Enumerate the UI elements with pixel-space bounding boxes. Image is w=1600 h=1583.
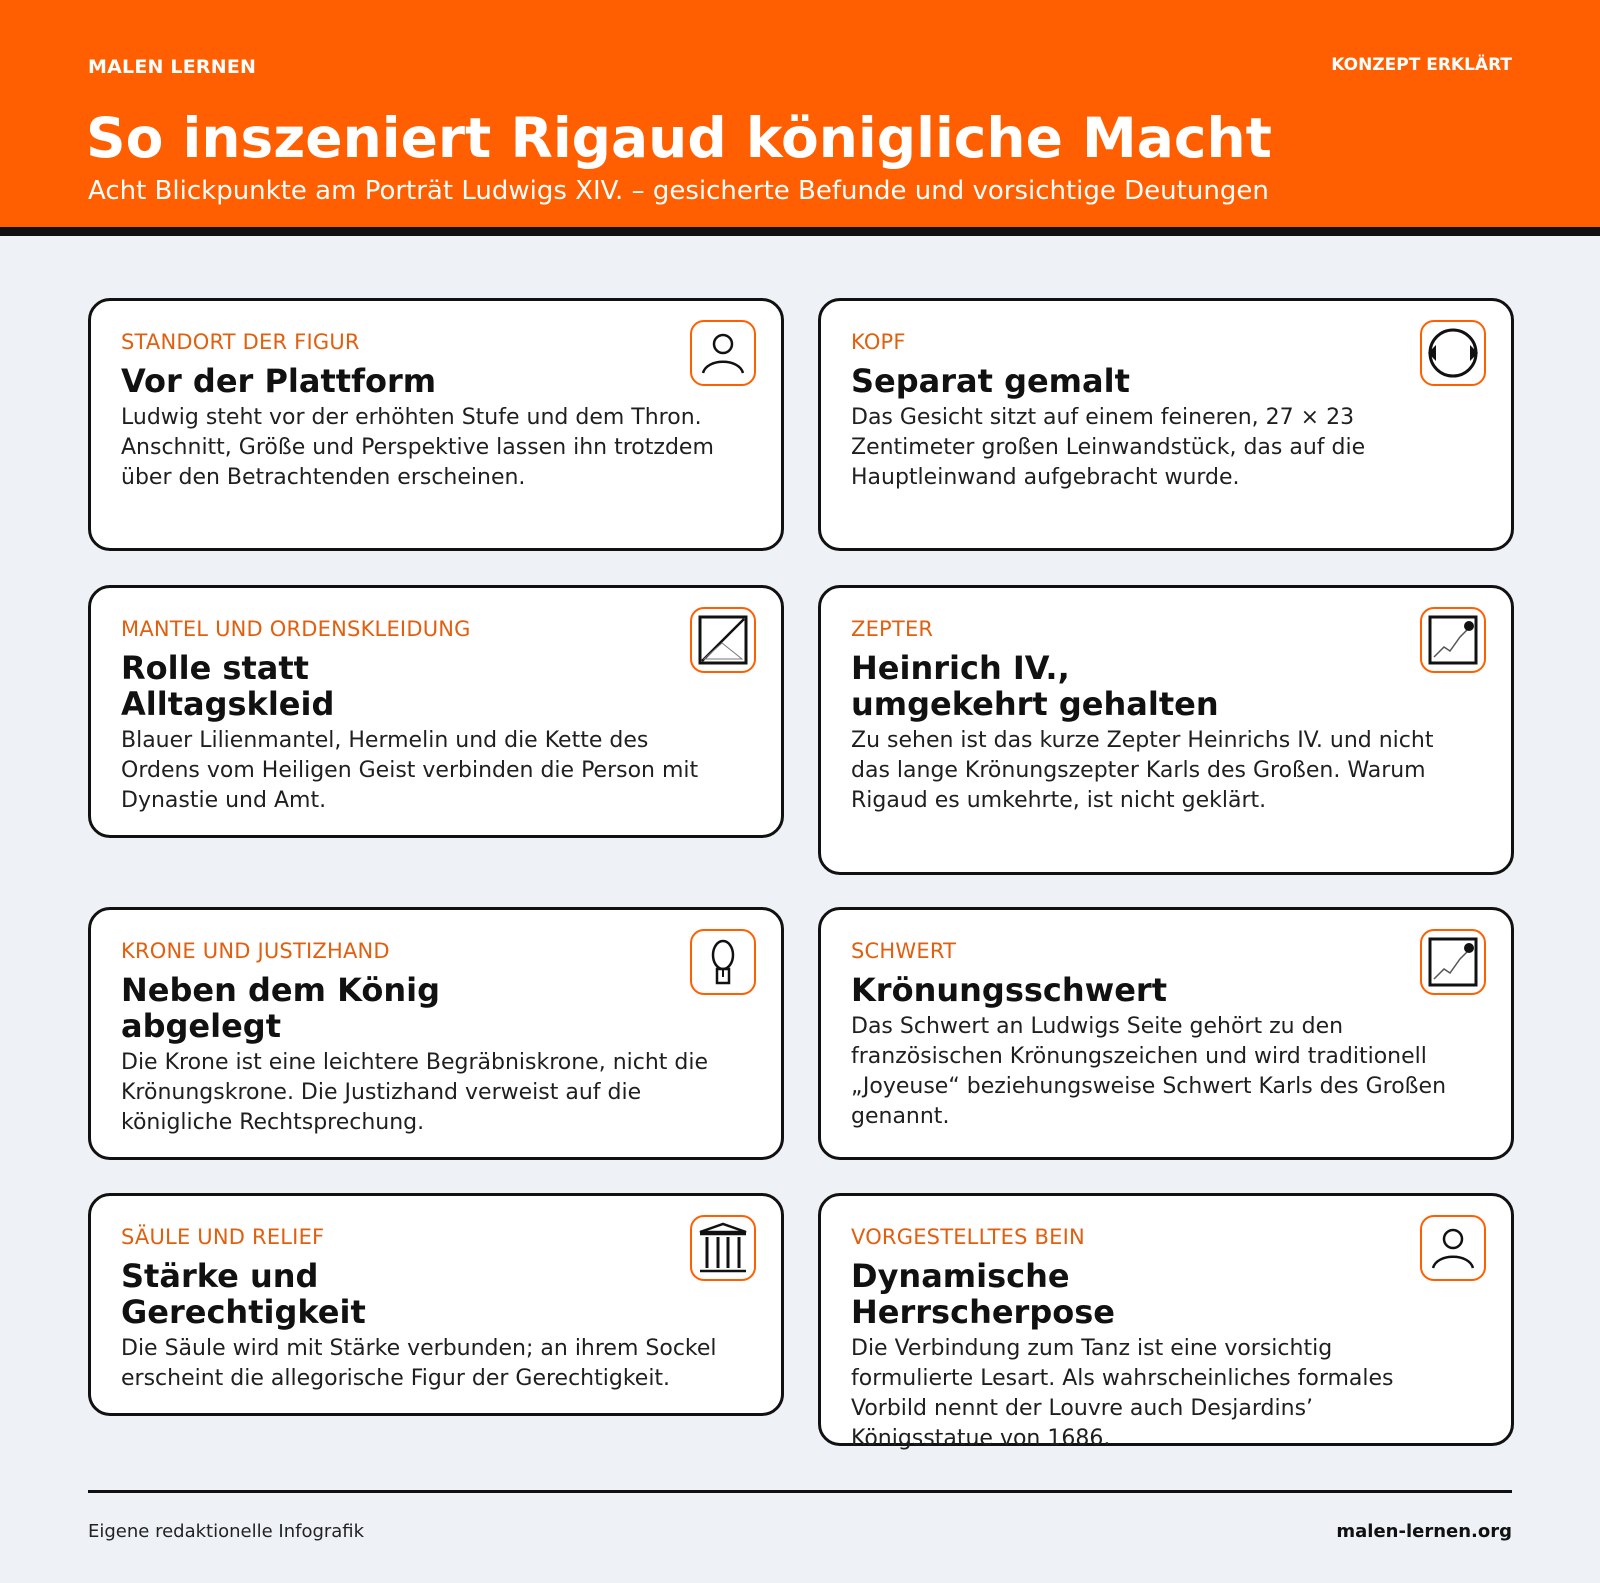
card-kicker: KRONE UND JUSTIZHAND bbox=[121, 939, 390, 963]
cycle-icon bbox=[1420, 320, 1486, 386]
header-banner bbox=[0, 0, 1600, 236]
footer-divider bbox=[88, 1490, 1512, 1493]
trend-chart-icon bbox=[1420, 607, 1486, 673]
card-text: Zu sehen ist das kurze Zepter Heinrichs IV. und nicht das lange Krönungszepter Karls des Großen. Warum Rigaud es umkehrte, ist nicht geklärt. bbox=[851, 728, 1434, 813]
card-schwert bbox=[818, 907, 1514, 1160]
card-text: Das Schwert an Ludwigs Seite gehört zu den französischen Krönungszeichen und wird traditionell „Joyeuse“ beziehungsweise Schwert Karls des Großen genannt. bbox=[851, 1014, 1447, 1129]
category-tag: KONZEPT ERKLÄRT bbox=[1331, 55, 1512, 75]
card-kicker: SCHWERT bbox=[851, 939, 957, 963]
card-text: Die Säule wird mit Stärke verbunden; an ihrem Sockel erscheint die allegorische Figur der Gerechtigkeit. bbox=[121, 1336, 717, 1391]
page-subtitle: Acht Blickpunkte am Porträt Ludwigs XIV. – gesicherte Befunde und vorsichtige Deutungen bbox=[88, 176, 1269, 206]
card-bein bbox=[818, 1193, 1514, 1451]
brand-label: MALEN LERNEN bbox=[88, 56, 257, 78]
card-heading: Dynamische Herrscherpose bbox=[851, 1257, 1115, 1331]
diagonal-frame-icon bbox=[690, 607, 756, 673]
card-text: Blauer Lilienmantel, Hermelin und die Kette des Ordens vom Heiligen Geist verbinden die Person mit Dynastie und Amt. bbox=[121, 728, 699, 813]
page-title: So inszeniert Rigaud königliche Macht bbox=[86, 106, 1272, 170]
card-text: Das Gesicht sitzt auf einem feineren, 27 × 23 Zentimeter großen Leinwandstück, das auf die Hauptleinwand aufgebracht wurde. bbox=[851, 405, 1366, 490]
card-zepter bbox=[818, 585, 1514, 875]
card-kicker: MANTEL UND ORDENSKLEIDUNG bbox=[121, 617, 471, 641]
card-heading: Vor der Plattform bbox=[121, 362, 437, 400]
card-heading: Krönungsschwert bbox=[851, 971, 1167, 1009]
card-kicker: ZEPTER bbox=[851, 617, 934, 641]
card-kicker: VORGESTELLTES BEIN bbox=[851, 1225, 1085, 1249]
lightbulb-icon bbox=[690, 929, 756, 995]
card-kopf bbox=[818, 298, 1514, 551]
card-krone bbox=[88, 907, 784, 1160]
person-icon bbox=[1420, 1215, 1486, 1281]
card-heading: Neben dem König abgelegt bbox=[121, 971, 440, 1045]
card-saeule bbox=[88, 1193, 784, 1416]
card-kicker: KOPF bbox=[851, 330, 906, 354]
card-text: Die Krone ist eine leichtere Begräbniskrone, nicht die Krönungskrone. Die Justizhand verweist auf die königliche Rechtsprechung. bbox=[121, 1050, 709, 1135]
card-heading: Separat gemalt bbox=[851, 362, 1130, 400]
card-text: Die Verbindung zum Tanz ist eine vorsichtig formulierte Lesart. Als wahrscheinliches formales Vorbild nennt der Louvre auch Desjardins’ Königsstatue von 1686. bbox=[851, 1336, 1394, 1451]
columns-icon bbox=[690, 1215, 756, 1281]
footer-source: Eigene redaktionelle Infografik bbox=[88, 1521, 365, 1542]
card-kicker: SÄULE UND RELIEF bbox=[121, 1225, 325, 1249]
card-standort bbox=[88, 298, 784, 551]
trend-chart-icon bbox=[1420, 929, 1486, 995]
footer-site-link[interactable]: malen-lernen.org bbox=[1336, 1521, 1512, 1542]
card-kicker: STANDORT DER FIGUR bbox=[121, 330, 360, 354]
card-text: Ludwig steht vor der erhöhten Stufe und dem Thron. Anschnitt, Größe und Perspektive lassen ihn trotzdem über den Betrachtenden erscheinen. bbox=[121, 405, 714, 490]
card-mantel bbox=[88, 585, 784, 838]
card-heading: Stärke und Gerechtigkeit bbox=[121, 1257, 366, 1331]
person-icon bbox=[690, 320, 756, 386]
card-heading: Heinrich IV., umgekehrt gehalten bbox=[851, 649, 1219, 723]
card-heading: Rolle statt Alltagskleid bbox=[121, 649, 335, 723]
